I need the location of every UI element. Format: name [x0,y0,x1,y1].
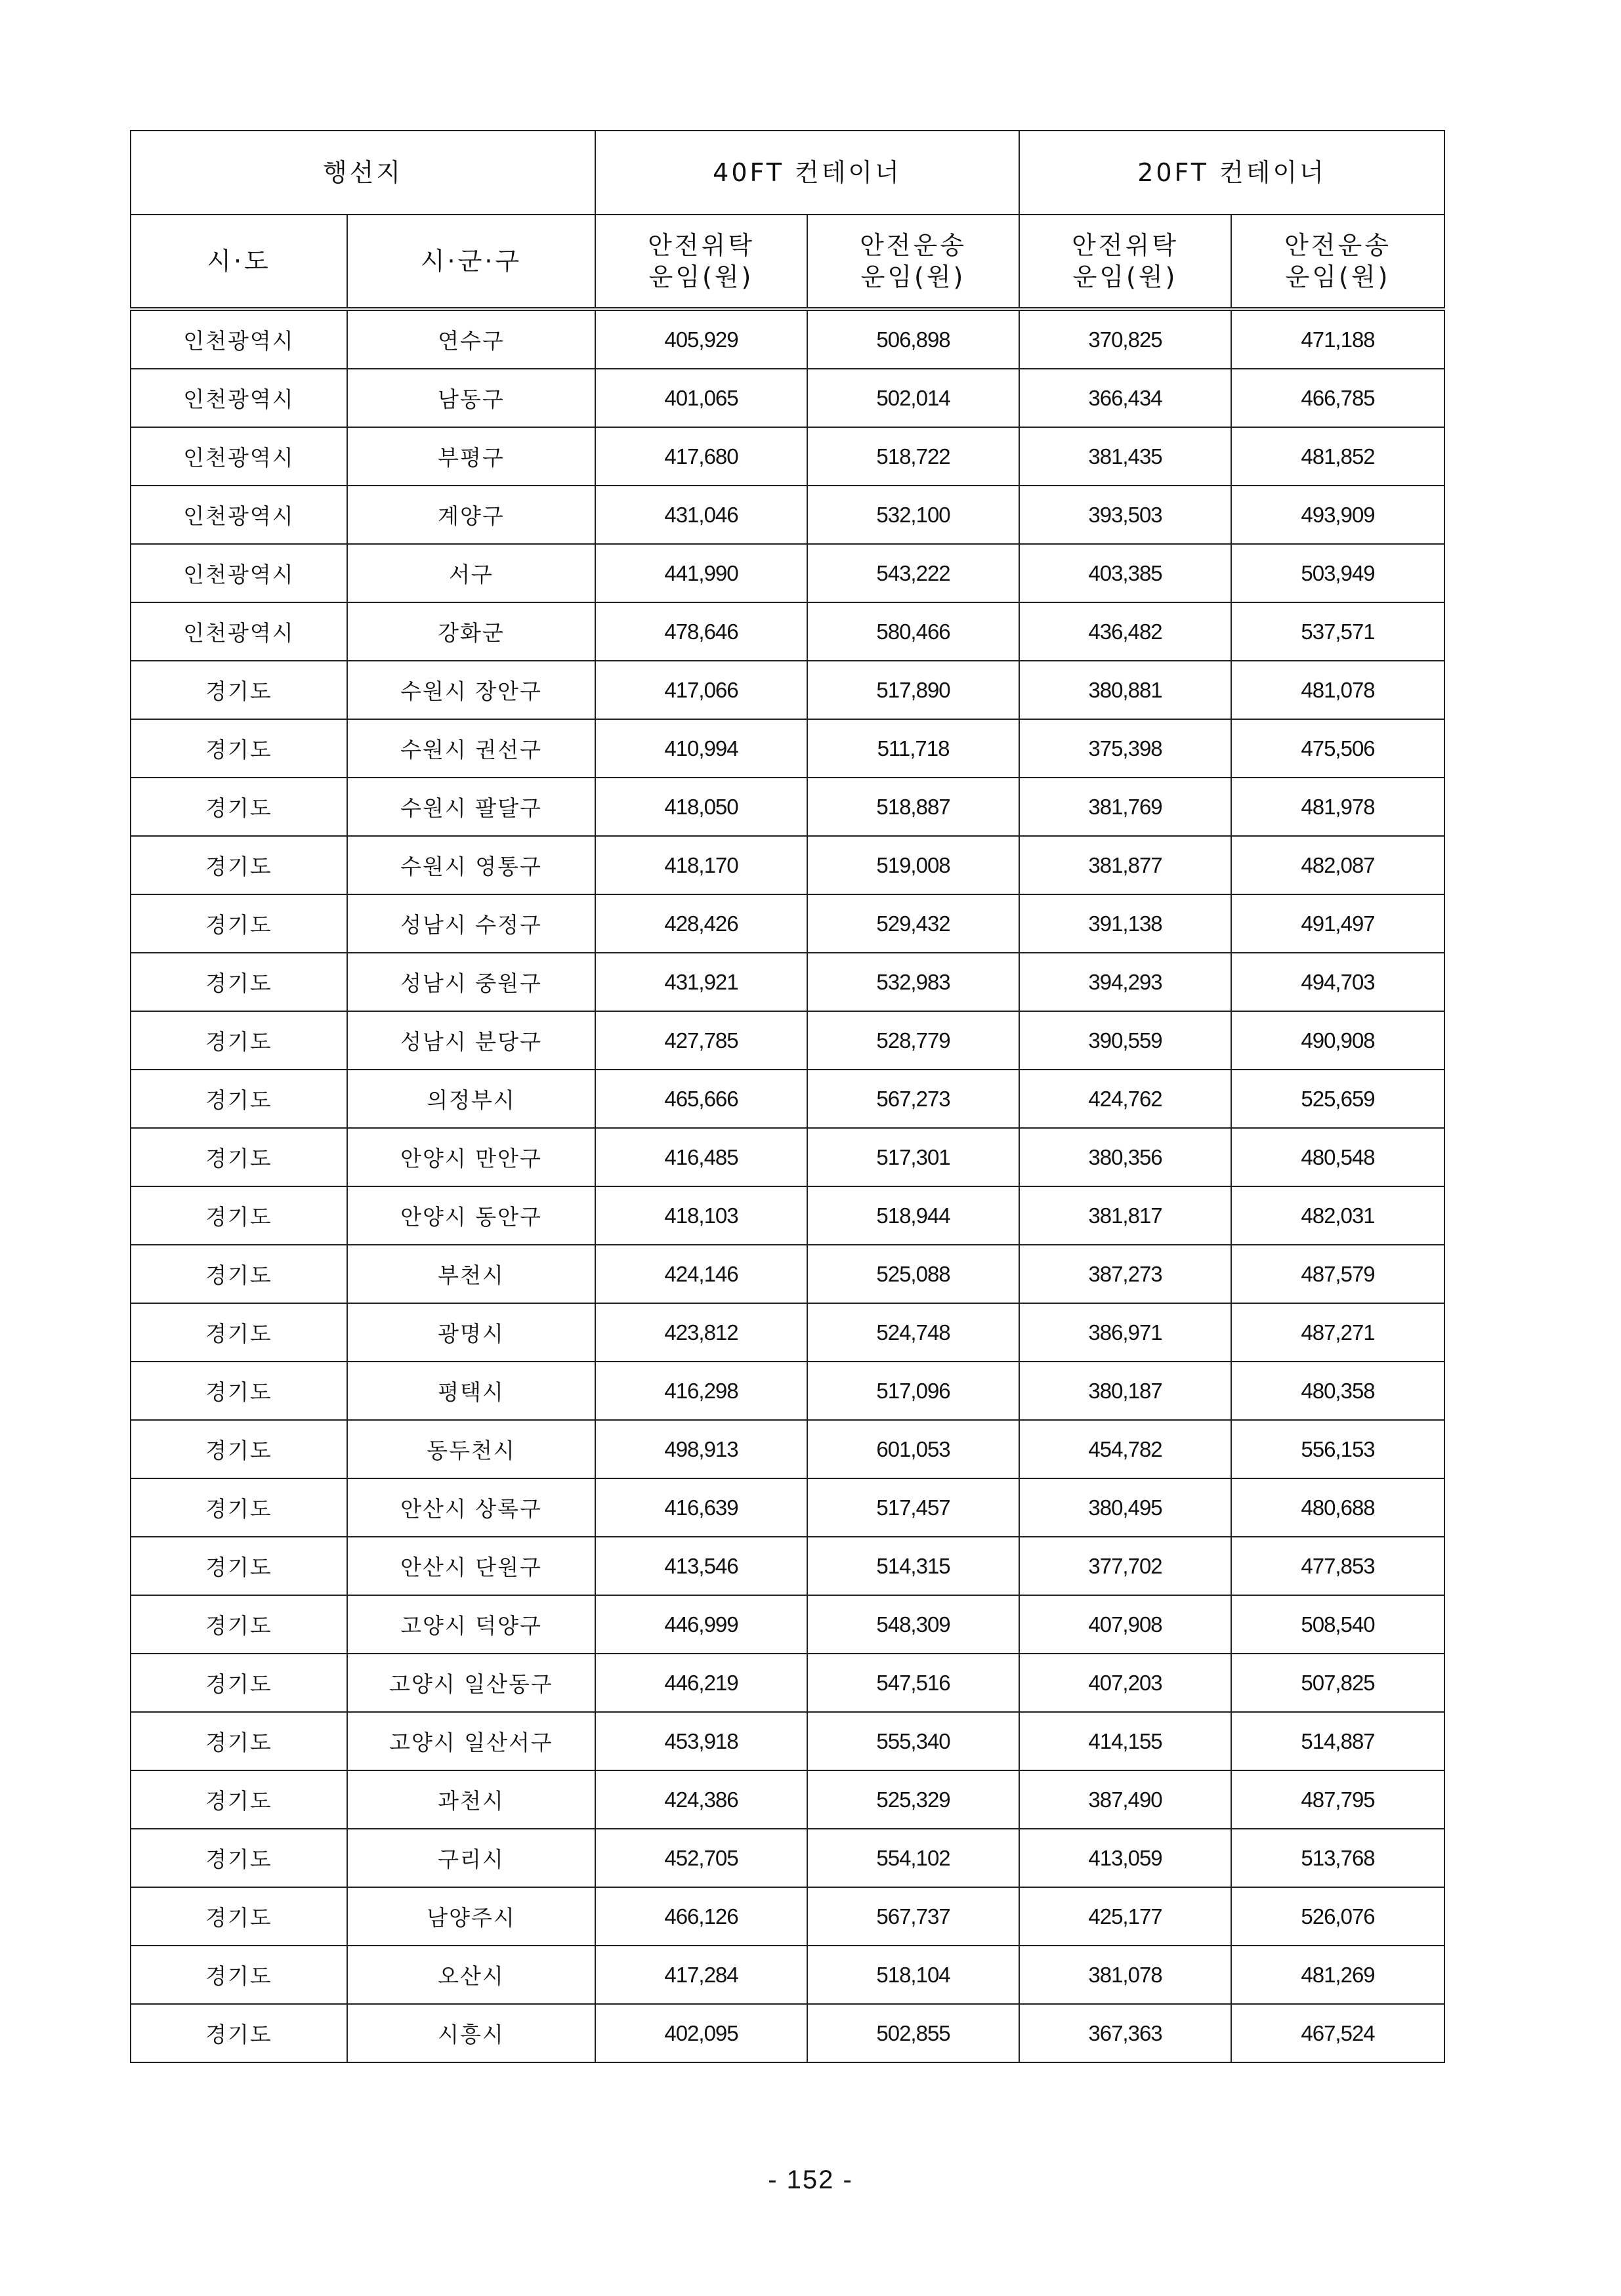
cell-40ft-transport-rate: 525,088 [807,1245,1019,1303]
table-row [131,778,1444,836]
cell-20ft-consign-rate: 381,078 [1019,1946,1231,2004]
cell-40ft-consign-rate: 413,546 [595,1537,807,1595]
cell-20ft-transport-rate: 494,703 [1231,953,1444,1011]
cell-sido: 경기도 [131,778,347,836]
cell-20ft-consign-rate: 393,503 [1019,486,1231,544]
table-row [131,894,1444,953]
cell-20ft-consign-rate: 407,908 [1019,1595,1231,1654]
cell-sido: 경기도 [131,1537,347,1595]
cell-40ft-consign-rate: 465,666 [595,1070,807,1128]
cell-sido: 인천광역시 [131,369,347,427]
cell-20ft-transport-rate: 477,853 [1231,1537,1444,1595]
cell-20ft-transport-rate: 513,768 [1231,1829,1444,1887]
cell-40ft-transport-rate: 567,273 [807,1070,1019,1128]
cell-20ft-consign-rate: 425,177 [1019,1887,1231,1946]
header-40ft-container: 40FT 컨테이너 [595,131,1019,215]
cell-40ft-transport-rate: 511,718 [807,719,1019,778]
cell-sigungu: 과천시 [347,1770,595,1829]
cell-40ft-transport-rate: 517,457 [807,1478,1019,1537]
cell-40ft-consign-rate: 423,812 [595,1303,807,1362]
cell-sido: 경기도 [131,1070,347,1128]
cell-40ft-consign-rate: 416,485 [595,1128,807,1186]
cell-sigungu: 성남시 분당구 [347,1011,595,1070]
table-row [131,2004,1444,2062]
cell-40ft-transport-rate: 524,748 [807,1303,1019,1362]
cell-20ft-transport-rate: 537,571 [1231,602,1444,661]
cell-20ft-consign-rate: 424,762 [1019,1070,1231,1128]
cell-20ft-consign-rate: 414,155 [1019,1712,1231,1770]
cell-20ft-transport-rate: 556,153 [1231,1420,1444,1478]
cell-20ft-consign-rate: 380,495 [1019,1478,1231,1537]
cell-sido: 경기도 [131,661,347,719]
cell-sigungu: 성남시 중원구 [347,953,595,1011]
cell-40ft-transport-rate: 555,340 [807,1712,1019,1770]
table-row [131,1537,1444,1595]
cell-sigungu: 수원시 팔달구 [347,778,595,836]
cell-sigungu: 강화군 [347,602,595,661]
cell-40ft-transport-rate: 517,096 [807,1362,1019,1420]
cell-20ft-consign-rate: 380,881 [1019,661,1231,719]
cell-40ft-transport-rate: 601,053 [807,1420,1019,1478]
cell-20ft-consign-rate: 391,138 [1019,894,1231,953]
cell-sido: 경기도 [131,1946,347,2004]
cell-40ft-transport-rate: 517,890 [807,661,1019,719]
header-label-line: 안전운송 [860,231,967,260]
table-body [131,309,1444,2062]
cell-sigungu: 안양시 만안구 [347,1128,595,1186]
cell-20ft-consign-rate: 407,203 [1019,1654,1231,1712]
cell-40ft-consign-rate: 478,646 [595,602,807,661]
cell-sido: 경기도 [131,1303,347,1362]
table-row [131,1070,1444,1128]
cell-20ft-consign-rate: 394,293 [1019,953,1231,1011]
header-20ft-container: 20FT 컨테이너 [1019,131,1444,215]
table-row [131,1654,1444,1712]
cell-sido: 경기도 [131,2004,347,2062]
cell-40ft-transport-rate: 519,008 [807,836,1019,894]
cell-sigungu: 성남시 수정구 [347,894,595,953]
cell-20ft-transport-rate: 481,269 [1231,1946,1444,2004]
table-row [131,1128,1444,1186]
table-row [131,602,1444,661]
cell-40ft-consign-rate: 431,921 [595,953,807,1011]
cell-sigungu: 동두천시 [347,1420,595,1478]
cell-40ft-consign-rate: 401,065 [595,369,807,427]
cell-40ft-transport-rate: 528,779 [807,1011,1019,1070]
cell-40ft-consign-rate: 446,999 [595,1595,807,1654]
cell-20ft-transport-rate: 514,887 [1231,1712,1444,1770]
table-row [131,1420,1444,1478]
cell-40ft-consign-rate: 498,913 [595,1420,807,1478]
cell-40ft-transport-rate: 529,432 [807,894,1019,953]
header-label-line: 안전위탁 [648,231,755,260]
cell-sido: 인천광역시 [131,602,347,661]
cell-40ft-consign-rate: 446,219 [595,1654,807,1712]
cell-sigungu: 고양시 일산동구 [347,1654,595,1712]
header-20ft-safety-consign-rate [1019,215,1231,309]
cell-sigungu: 오산시 [347,1946,595,2004]
table-row [131,719,1444,778]
cell-40ft-transport-rate: 580,466 [807,602,1019,661]
table-row [131,1887,1444,1946]
table-row [131,1712,1444,1770]
cell-sido: 경기도 [131,1245,347,1303]
cell-40ft-transport-rate: 554,102 [807,1829,1019,1887]
cell-40ft-transport-rate: 518,722 [807,427,1019,486]
cell-20ft-transport-rate: 475,506 [1231,719,1444,778]
cell-40ft-consign-rate: 428,426 [595,894,807,953]
cell-20ft-consign-rate: 381,769 [1019,778,1231,836]
table-row [131,953,1444,1011]
header-40ft-safety-consign-rate [595,215,807,309]
table-row [131,309,1444,369]
cell-sido: 인천광역시 [131,309,347,369]
cell-40ft-transport-rate: 518,944 [807,1186,1019,1245]
page-number: - 152 - [768,2165,853,2194]
cell-20ft-transport-rate: 480,688 [1231,1478,1444,1537]
table-row [131,1362,1444,1420]
cell-sido: 인천광역시 [131,486,347,544]
cell-40ft-consign-rate: 424,386 [595,1770,807,1829]
cell-sigungu: 의정부시 [347,1070,595,1128]
cell-40ft-transport-rate: 543,222 [807,544,1019,602]
cell-sigungu: 부평구 [347,427,595,486]
cell-20ft-consign-rate: 387,490 [1019,1770,1231,1829]
cell-sido: 인천광역시 [131,544,347,602]
cell-20ft-consign-rate: 367,363 [1019,2004,1231,2062]
cell-20ft-transport-rate: 481,078 [1231,661,1444,719]
cell-20ft-transport-rate: 480,548 [1231,1128,1444,1186]
cell-20ft-consign-rate: 381,435 [1019,427,1231,486]
cell-40ft-transport-rate: 514,315 [807,1537,1019,1595]
cell-40ft-transport-rate: 518,887 [807,778,1019,836]
cell-20ft-transport-rate: 487,795 [1231,1770,1444,1829]
header-sigungu: 시·군·구 [347,215,595,309]
cell-sido: 경기도 [131,1420,347,1478]
header-40ft-safety-transport-rate [807,215,1019,309]
cell-sido: 인천광역시 [131,427,347,486]
cell-40ft-consign-rate: 441,990 [595,544,807,602]
cell-20ft-consign-rate: 366,434 [1019,369,1231,427]
cell-40ft-transport-rate: 525,329 [807,1770,1019,1829]
cell-40ft-consign-rate: 418,170 [595,836,807,894]
cell-20ft-consign-rate: 413,059 [1019,1829,1231,1887]
cell-20ft-consign-rate: 380,187 [1019,1362,1231,1420]
cell-20ft-consign-rate: 386,971 [1019,1303,1231,1362]
header-20ft-safety-transport-rate [1231,215,1444,309]
cell-40ft-transport-rate: 506,898 [807,309,1019,369]
cell-sigungu: 남양주시 [347,1887,595,1946]
cell-sido: 경기도 [131,1712,347,1770]
cell-40ft-consign-rate: 418,050 [595,778,807,836]
cell-sido: 경기도 [131,1478,347,1537]
cell-40ft-consign-rate: 416,298 [595,1362,807,1420]
cell-40ft-consign-rate: 405,929 [595,309,807,369]
cell-40ft-consign-rate: 402,095 [595,2004,807,2062]
cell-20ft-transport-rate: 503,949 [1231,544,1444,602]
cell-40ft-consign-rate: 417,284 [595,1946,807,2004]
cell-sido: 경기도 [131,1128,347,1186]
cell-40ft-consign-rate: 424,146 [595,1245,807,1303]
cell-20ft-transport-rate: 507,825 [1231,1654,1444,1712]
cell-40ft-consign-rate: 417,066 [595,661,807,719]
cell-40ft-transport-rate: 517,301 [807,1128,1019,1186]
cell-sigungu: 부천시 [347,1245,595,1303]
cell-sigungu: 수원시 장안구 [347,661,595,719]
cell-sigungu: 안산시 단원구 [347,1537,595,1595]
cell-sido: 경기도 [131,1362,347,1420]
cell-40ft-consign-rate: 416,639 [595,1478,807,1537]
table-row [131,1245,1444,1303]
cell-20ft-transport-rate: 493,909 [1231,486,1444,544]
cell-sigungu: 시흥시 [347,2004,595,2062]
cell-40ft-consign-rate: 431,046 [595,486,807,544]
cell-20ft-transport-rate: 482,031 [1231,1186,1444,1245]
table-row [131,1011,1444,1070]
cell-20ft-consign-rate: 387,273 [1019,1245,1231,1303]
cell-20ft-consign-rate: 370,825 [1019,309,1231,369]
cell-40ft-consign-rate: 427,785 [595,1011,807,1070]
table-header [131,131,1444,309]
cell-20ft-transport-rate: 481,852 [1231,427,1444,486]
cell-sigungu: 수원시 권선구 [347,719,595,778]
cell-sido: 경기도 [131,1829,347,1887]
cell-40ft-transport-rate: 547,516 [807,1654,1019,1712]
cell-sido: 경기도 [131,1011,347,1070]
cell-sigungu: 평택시 [347,1362,595,1420]
header-label-line: 운임(원) [860,262,966,291]
cell-40ft-transport-rate: 532,983 [807,953,1019,1011]
cell-20ft-transport-rate: 466,785 [1231,369,1444,427]
table-row [131,1303,1444,1362]
header-destination: 행선지 [131,131,595,215]
cell-sigungu: 구리시 [347,1829,595,1887]
cell-sigungu: 수원시 영통구 [347,836,595,894]
cell-sigungu: 고양시 덕양구 [347,1595,595,1654]
cell-20ft-transport-rate: 487,579 [1231,1245,1444,1303]
cell-20ft-transport-rate: 480,358 [1231,1362,1444,1420]
cell-20ft-consign-rate: 380,356 [1019,1128,1231,1186]
cell-40ft-transport-rate: 548,309 [807,1595,1019,1654]
cell-20ft-transport-rate: 508,540 [1231,1595,1444,1654]
table-row [131,544,1444,602]
cell-40ft-consign-rate: 452,705 [595,1829,807,1887]
cell-40ft-transport-rate: 502,014 [807,369,1019,427]
cell-sigungu: 계양구 [347,486,595,544]
cell-20ft-transport-rate: 467,524 [1231,2004,1444,2062]
cell-40ft-transport-rate: 502,855 [807,2004,1019,2062]
cell-sido: 경기도 [131,836,347,894]
table-row [131,369,1444,427]
cell-20ft-transport-rate: 471,188 [1231,309,1444,369]
table-row [131,1829,1444,1887]
table-row [131,486,1444,544]
table-row [131,1946,1444,2004]
cell-20ft-consign-rate: 377,702 [1019,1537,1231,1595]
cell-20ft-transport-rate: 525,659 [1231,1070,1444,1128]
cell-sido: 경기도 [131,953,347,1011]
table-row [131,1478,1444,1537]
cell-40ft-transport-rate: 532,100 [807,486,1019,544]
cell-sigungu: 광명시 [347,1303,595,1362]
cell-sido: 경기도 [131,1887,347,1946]
cell-sido: 경기도 [131,894,347,953]
cell-sigungu: 고양시 일산서구 [347,1712,595,1770]
cell-sido: 경기도 [131,719,347,778]
cell-20ft-consign-rate: 390,559 [1019,1011,1231,1070]
cell-sigungu: 남동구 [347,369,595,427]
cell-20ft-transport-rate: 526,076 [1231,1887,1444,1946]
cell-20ft-transport-rate: 482,087 [1231,836,1444,894]
cell-20ft-transport-rate: 487,271 [1231,1303,1444,1362]
cell-20ft-consign-rate: 381,877 [1019,836,1231,894]
table-row [131,661,1444,719]
table-row [131,1595,1444,1654]
header-label-line: 운임(원) [1072,262,1178,291]
cell-20ft-consign-rate: 403,385 [1019,544,1231,602]
cell-20ft-consign-rate: 454,782 [1019,1420,1231,1478]
freight-rate-table [130,130,1445,2063]
cell-sido: 경기도 [131,1595,347,1654]
cell-40ft-consign-rate: 453,918 [595,1712,807,1770]
header-label-line: 운임(원) [648,262,754,291]
header-label-line: 운임(원) [1285,262,1391,291]
header-label-line: 안전위탁 [1072,231,1179,260]
cell-20ft-transport-rate: 491,497 [1231,894,1444,953]
table-row [131,836,1444,894]
cell-sido: 경기도 [131,1770,347,1829]
cell-sigungu: 연수구 [347,309,595,369]
cell-sido: 경기도 [131,1186,347,1245]
cell-40ft-consign-rate: 410,994 [595,719,807,778]
cell-sigungu: 서구 [347,544,595,602]
cell-sigungu: 안산시 상록구 [347,1478,595,1537]
cell-20ft-transport-rate: 490,908 [1231,1011,1444,1070]
cell-40ft-consign-rate: 466,126 [595,1887,807,1946]
cell-sigungu: 안양시 동안구 [347,1186,595,1245]
header-row-top [131,131,1444,215]
cell-40ft-transport-rate: 518,104 [807,1946,1019,2004]
cell-20ft-transport-rate: 481,978 [1231,778,1444,836]
header-label-line: 안전운송 [1284,231,1391,260]
table-row [131,427,1444,486]
cell-20ft-consign-rate: 375,398 [1019,719,1231,778]
cell-40ft-transport-rate: 567,737 [807,1887,1019,1946]
header-row-sub [131,215,1444,309]
cell-40ft-consign-rate: 418,103 [595,1186,807,1245]
cell-sido: 경기도 [131,1654,347,1712]
cell-20ft-consign-rate: 381,817 [1019,1186,1231,1245]
table-row [131,1186,1444,1245]
header-sido: 시·도 [131,215,347,309]
table-row [131,1770,1444,1829]
cell-20ft-consign-rate: 436,482 [1019,602,1231,661]
cell-40ft-consign-rate: 417,680 [595,427,807,486]
